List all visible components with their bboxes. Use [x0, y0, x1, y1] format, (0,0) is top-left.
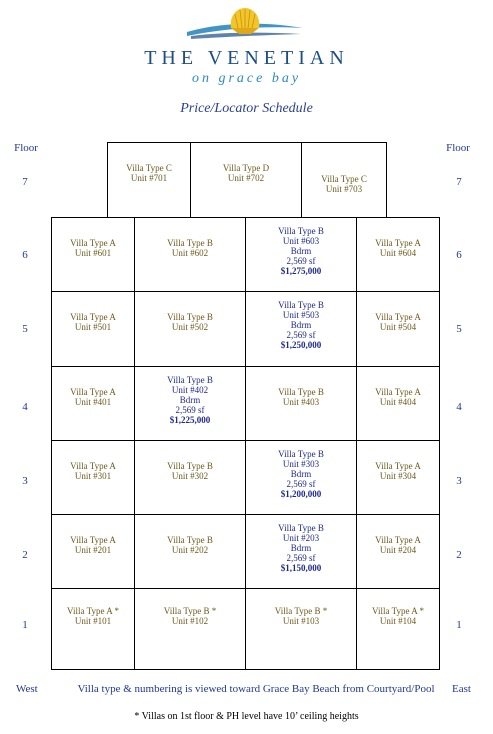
unit-cell-404 [356, 366, 440, 441]
unit-cell-202 [134, 514, 246, 589]
price: $1,250,000 [280, 340, 322, 350]
floor-number-left: 1 [22, 619, 28, 631]
villa-type: Villa Type C [126, 163, 172, 173]
unit-cell-504 [356, 291, 440, 367]
floor-number-right: 5 [456, 323, 462, 335]
unit-number: Unit #401 [74, 397, 112, 407]
unit-cell-101 [51, 588, 135, 670]
unit-cell-601 [51, 217, 135, 292]
ceiling-height-note: * Villas on 1st floor & PH level have 10’ ceiling heights [134, 711, 359, 722]
floor-number-right: 6 [456, 249, 462, 261]
floor-number-left: 4 [22, 401, 28, 413]
unit-number: Unit #304 [379, 471, 417, 481]
floor-header-right: Floor [446, 142, 470, 154]
villa-type: Villa Type A [70, 312, 116, 322]
square-footage: 2,569 sf [175, 405, 205, 415]
unit-cell-402 [134, 366, 246, 441]
villa-type: Villa Type B * [274, 606, 328, 616]
unit-cell-201 [51, 514, 135, 589]
villa-type: Villa Type B [167, 238, 213, 248]
unit-number: Unit #103 [282, 616, 320, 626]
unit-number: Unit #501 [74, 322, 112, 332]
unit-number: Unit #703 [325, 184, 363, 194]
villa-type: Villa Type B [167, 535, 213, 545]
unit-number: Unit #702 [227, 173, 265, 183]
unit-cell-203 [245, 514, 357, 589]
floor-number-left: 6 [22, 249, 28, 261]
unit-number: Unit #202 [171, 545, 209, 555]
unit-number: Unit #302 [171, 471, 209, 481]
bedroom-label: Bdrm [179, 395, 201, 405]
unit-number: Unit #601 [74, 248, 112, 258]
square-footage: 2,569 sf [286, 256, 316, 266]
unit-number: Unit #604 [379, 248, 417, 258]
unit-cell-301 [51, 440, 135, 515]
villa-type: Villa Type B [278, 300, 324, 310]
price: $1,200,000 [280, 489, 322, 499]
unit-cell-104 [356, 588, 440, 670]
unit-number: Unit #402 [171, 385, 209, 395]
unit-cell-401 [51, 366, 135, 441]
bedroom-label: Bdrm [290, 320, 312, 330]
unit-cell-501 [51, 291, 135, 367]
schedule-title: Price/Locator Schedule [180, 101, 313, 116]
bedroom-label: Bdrm [290, 246, 312, 256]
unit-cell-302 [134, 440, 246, 515]
floor-number-right: 4 [456, 401, 462, 413]
villa-type: Villa Type D [222, 163, 270, 173]
unit-number: Unit #201 [74, 545, 112, 555]
unit-cell-703 [301, 142, 387, 218]
floor-number-left: 5 [22, 323, 28, 335]
unit-number: Unit #303 [282, 459, 320, 469]
villa-type: Villa Type B [167, 375, 213, 385]
villa-type: Villa Type A [70, 535, 116, 545]
price: $1,150,000 [280, 563, 322, 573]
east-label: East [452, 683, 471, 695]
unit-cell-701 [107, 142, 191, 218]
bedroom-label: Bdrm [290, 469, 312, 479]
unit-cell-102 [134, 588, 246, 670]
bedroom-label: Bdrm [290, 543, 312, 553]
unit-cell-103 [245, 588, 357, 670]
unit-number: Unit #403 [282, 397, 320, 407]
villa-type: Villa Type C [321, 174, 367, 184]
unit-cell-303 [245, 440, 357, 515]
unit-cell-702 [190, 142, 302, 218]
unit-number: Unit #204 [379, 545, 417, 555]
floor-number-left: 2 [22, 549, 28, 561]
floor-number-right: 7 [456, 176, 462, 188]
unit-number: Unit #102 [171, 616, 209, 626]
unit-cell-602 [134, 217, 246, 292]
venetian-shell-logo [185, 2, 305, 42]
unit-number: Unit #203 [282, 533, 320, 543]
floor-number-left: 3 [22, 475, 28, 487]
unit-cell-503 [245, 291, 357, 367]
price: $1,225,000 [169, 415, 211, 425]
villa-type: Villa Type A [375, 461, 421, 471]
unit-cell-502 [134, 291, 246, 367]
unit-cell-304 [356, 440, 440, 515]
villa-type: Villa Type B [278, 523, 324, 533]
unit-number: Unit #701 [130, 173, 168, 183]
villa-type: Villa Type A [375, 535, 421, 545]
floor-number-left: 7 [22, 176, 28, 188]
unit-number: Unit #104 [379, 616, 417, 626]
unit-number: Unit #404 [379, 397, 417, 407]
unit-cell-204 [356, 514, 440, 589]
villa-type: Villa Type B [167, 461, 213, 471]
unit-number: Unit #101 [74, 616, 112, 626]
villa-type: Villa Type B [278, 449, 324, 459]
villa-type: Villa Type A [70, 238, 116, 248]
villa-type: Villa Type B [167, 312, 213, 322]
square-footage: 2,569 sf [286, 553, 316, 563]
brand-title: THE VENETIAN [144, 47, 349, 69]
square-footage: 2,569 sf [286, 330, 316, 340]
villa-type: Villa Type B [278, 226, 324, 236]
villa-type: Villa Type A [375, 238, 421, 248]
unit-number: Unit #502 [171, 322, 209, 332]
unit-cell-604 [356, 217, 440, 292]
price: $1,275,000 [280, 266, 322, 276]
villa-type: Villa Type A [375, 387, 421, 397]
unit-number: Unit #301 [74, 471, 112, 481]
villa-type: Villa Type A * [372, 606, 424, 616]
unit-number: Unit #503 [282, 310, 320, 320]
orientation-note: Villa type & numbering is viewed toward Grace Bay Beach from Courtyard/Pool [77, 683, 435, 695]
unit-number: Unit #603 [282, 236, 320, 246]
unit-number: Unit #504 [379, 322, 417, 332]
villa-type: Villa Type A * [67, 606, 119, 616]
floor-number-right: 3 [456, 475, 462, 487]
villa-type: Villa Type A [70, 387, 116, 397]
floor-number-right: 1 [456, 619, 462, 631]
floor-header-left: Floor [14, 142, 38, 154]
unit-cell-403 [245, 366, 357, 441]
unit-cell-603 [245, 217, 357, 292]
villa-type: Villa Type A [70, 461, 116, 471]
villa-type: Villa Type B [278, 387, 324, 397]
brand-subtitle: on grace bay [191, 71, 302, 86]
square-footage: 2,569 sf [286, 479, 316, 489]
west-label: West [16, 683, 38, 695]
floor-number-right: 2 [456, 549, 462, 561]
villa-type: Villa Type B * [163, 606, 217, 616]
unit-number: Unit #602 [171, 248, 209, 258]
villa-type: Villa Type A [375, 312, 421, 322]
